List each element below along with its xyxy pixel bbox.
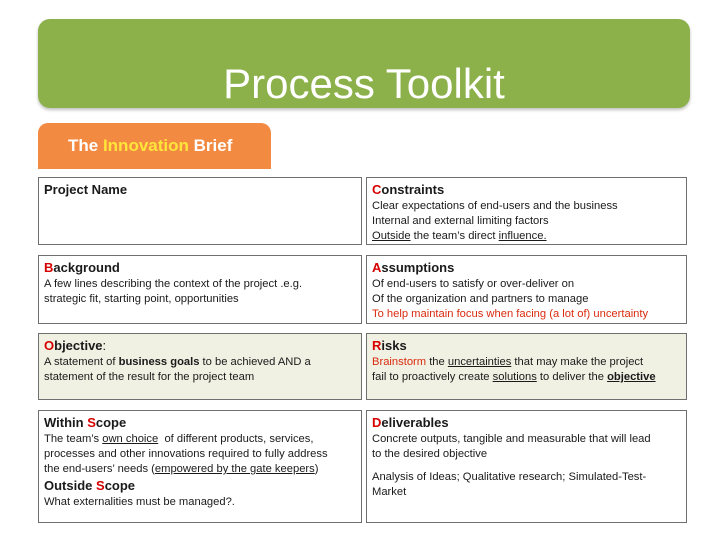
- assumptions-line: Of end-users to satisfy or over-deliver on: [372, 278, 575, 290]
- deliverables-line: to the desired objective: [372, 448, 488, 460]
- background-line: A few lines describing the context of the project .e.g.: [44, 278, 303, 290]
- risks-line: Brainstorm the uncertainties that may make the project: [372, 356, 644, 368]
- constraints-box: [366, 177, 687, 245]
- section-tab: [38, 123, 271, 169]
- tab-label-highlight: Innovation: [102, 136, 189, 155]
- constraints-heading: Constraints: [372, 182, 445, 197]
- title-banner: [38, 19, 690, 108]
- within-scope-line: processes and other innovations required to fully address: [44, 448, 328, 460]
- deliverables-box: [366, 410, 687, 523]
- tab-label-part3: Brief: [188, 136, 233, 155]
- risks-heading: Risks: [372, 338, 407, 353]
- outside-scope-heading: Outside Scope: [44, 478, 136, 493]
- objective-line: A statement of business goals to be achieved AND a: [44, 356, 311, 368]
- background-heading: Background: [44, 260, 120, 275]
- section-tab-label: [68, 136, 232, 156]
- constraints-line: Outside the team’s direct influence.: [372, 230, 547, 242]
- constraints-line: Internal and external limiting factors: [372, 215, 549, 227]
- risks-line: fail to proactively create solutions to deliver the objective: [372, 371, 656, 383]
- deliverables-line: Market: [372, 486, 407, 498]
- deliverables-heading: Deliverables: [372, 415, 449, 430]
- outside-scope-line: What externalities must be managed?.: [44, 496, 235, 508]
- project-name-heading: Project Name: [44, 182, 128, 197]
- deliverables-line: Concrete outputs, tangible and measurable that will lead: [372, 433, 651, 445]
- risks-box: [366, 333, 687, 400]
- constraints-line: Clear expectations of end-users and the business: [372, 200, 618, 212]
- spacer: [372, 462, 681, 470]
- within-scope-line: The team’s own choice of different products, services,: [44, 433, 314, 445]
- tab-label-part1: The: [68, 136, 103, 155]
- assumptions-line: Of the organization and partners to manage: [372, 293, 589, 305]
- page-title: Process Toolkit: [223, 60, 505, 107]
- within-scope-heading: Within Scope: [44, 415, 127, 430]
- deliverables-line: Analysis of Ideas; Qualitative research; Simulated-Test-: [372, 471, 647, 483]
- assumptions-line: To help maintain focus when facing (a lot of) uncertainty: [372, 308, 649, 320]
- background-line: strategic fit, starting point, opportunities: [44, 293, 239, 305]
- background-box: [38, 255, 362, 324]
- assumptions-box: [366, 255, 687, 324]
- objective-box: [38, 333, 362, 400]
- objective-line: statement of the result for the project team: [44, 371, 255, 383]
- assumptions-heading: Assumptions: [372, 260, 455, 275]
- project-name-box: [38, 177, 362, 245]
- objective-heading: Objective:: [44, 338, 107, 353]
- within-scope-line: the end-users’ needs (empowered by the gate keepers): [44, 463, 319, 475]
- scope-box: [38, 410, 362, 523]
